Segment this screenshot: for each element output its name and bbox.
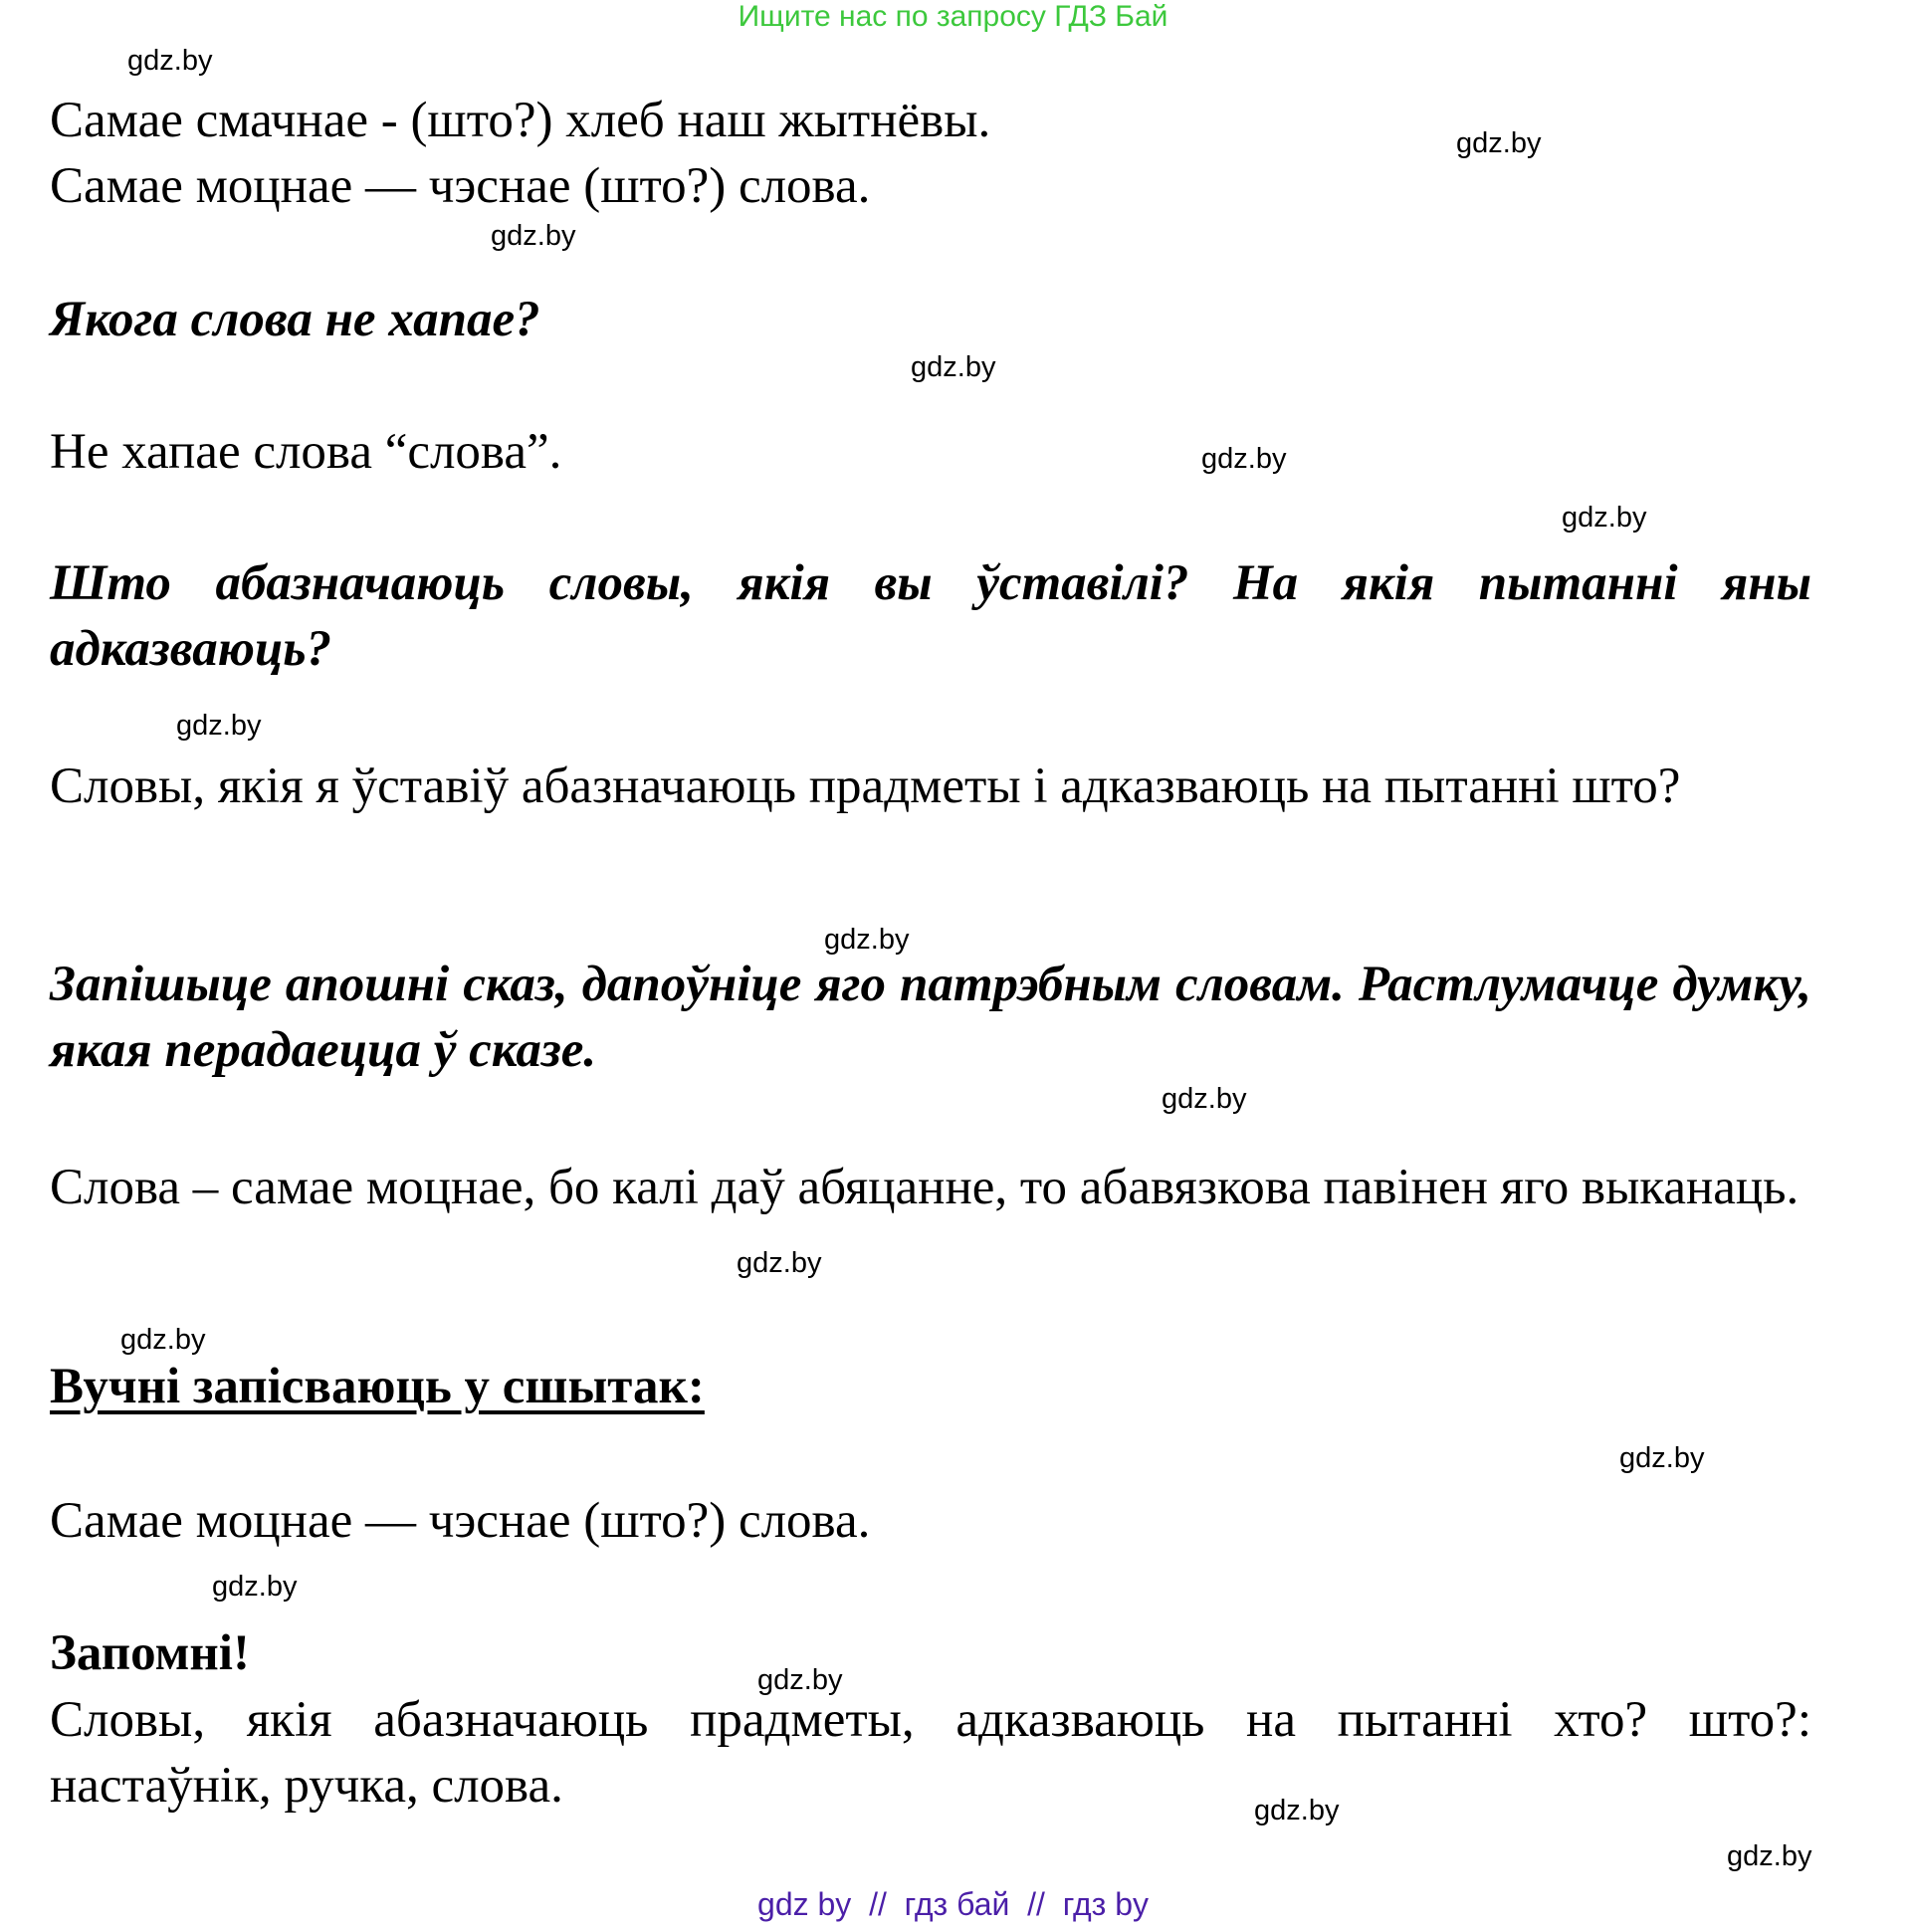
remember-heading: Запомні!	[50, 1625, 250, 1681]
answer-1: Не хапае слова “слова”.	[50, 424, 562, 480]
watermark: gdz.by	[127, 45, 213, 77]
watermark: gdz.by	[1456, 127, 1542, 159]
question-1: Якога слова не хапае?	[50, 292, 540, 347]
watermark: gdz.by	[824, 924, 910, 956]
watermark: gdz.by	[1254, 1795, 1340, 1826]
top-banner: Ищите нас по запросу ГДЗ Бай	[738, 0, 1168, 33]
remember-text: Словы, якія абазначаюць прадметы, адказваюць на пытанні хто? што?: настаўнік, ручка, слова.	[50, 1692, 1811, 1814]
watermark: gdz.by	[1162, 1083, 1247, 1115]
notebook-heading: Вучні запісваюць у сшытак:	[50, 1359, 705, 1414]
answer-3: Слова – самае моцнае, бо калі даў абяцанне, то абавязкова павінен яго выканаць.	[50, 1160, 1800, 1215]
sentence-line-1: Самае смачнае - (што?) хлеб наш жытнёвы.	[50, 93, 991, 148]
footer-links: gdz by // гдз бай // гдз by	[757, 1886, 1149, 1922]
watermark: gdz.by	[1201, 443, 1287, 475]
watermark: gdz.by	[176, 710, 262, 742]
watermark: gdz.by	[1727, 1840, 1812, 1872]
answer-2: Словы, якія я ўставіў абазначаюць прадметы і адказваюць на пытанні што?	[50, 758, 1681, 814]
watermark: gdz.by	[1562, 502, 1647, 534]
watermark: gdz.by	[737, 1247, 822, 1279]
question-2: Што абазначаюць словы, якія вы ўставілі? На якія пытанні яны адказваюць?	[50, 555, 1811, 677]
notebook-sentence: Самае моцнае — чэснае (што?) слова.	[50, 1493, 871, 1549]
sentence-line-2: Самае моцнае — чэснае (што?) слова.	[50, 158, 871, 214]
question-3: Запішыце апошні сказ, дапоўніце яго патрэбным словам. Растлумачце думку, якая перадаецца ў сказе.	[50, 957, 1811, 1078]
watermark: gdz.by	[1619, 1442, 1705, 1474]
watermark: gdz.by	[757, 1664, 843, 1696]
watermark: gdz.by	[212, 1571, 298, 1603]
watermark: gdz.by	[911, 351, 996, 383]
watermark: gdz.by	[491, 220, 576, 252]
watermark: gdz.by	[120, 1324, 206, 1356]
